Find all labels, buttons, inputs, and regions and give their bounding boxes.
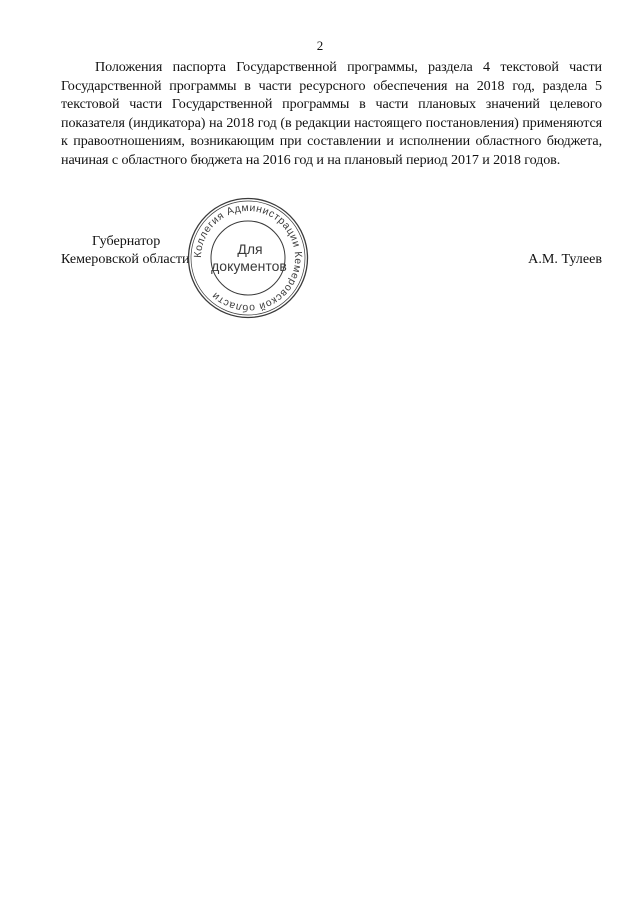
stamp-seal-icon (186, 196, 310, 320)
stamp-center-line-1: Для (237, 241, 263, 257)
official-stamp (186, 196, 310, 320)
signature-block (61, 232, 602, 272)
stamp-ring-textpath: Коллегия Администрации Кемеровской области (192, 202, 304, 314)
page-number: 2 (316, 38, 324, 53)
signer-name: А.М. Тулеев (528, 251, 602, 267)
body-paragraph: Положения паспорта Государственной программы, раздела 4 текстовой части Государственной программы в части ресурсного обеспечения на 2018 год, раздела 5 текстовой части Государственной программы в части плановых значений целевого показателя (индикатора) на 2018 год (в редакции настоящего постановления) применяются к правоотношениям, возникающим при составлении и исполнении областного бюджета, начиная с областного бюджета на 2016 год и на плановый период 2017 и 2018 годов. (61, 59, 602, 168)
stamp-center-line-2: документов (211, 258, 287, 274)
signer-position: Губернатор (92, 233, 161, 249)
signer-region: Кемеровской области (61, 251, 190, 267)
